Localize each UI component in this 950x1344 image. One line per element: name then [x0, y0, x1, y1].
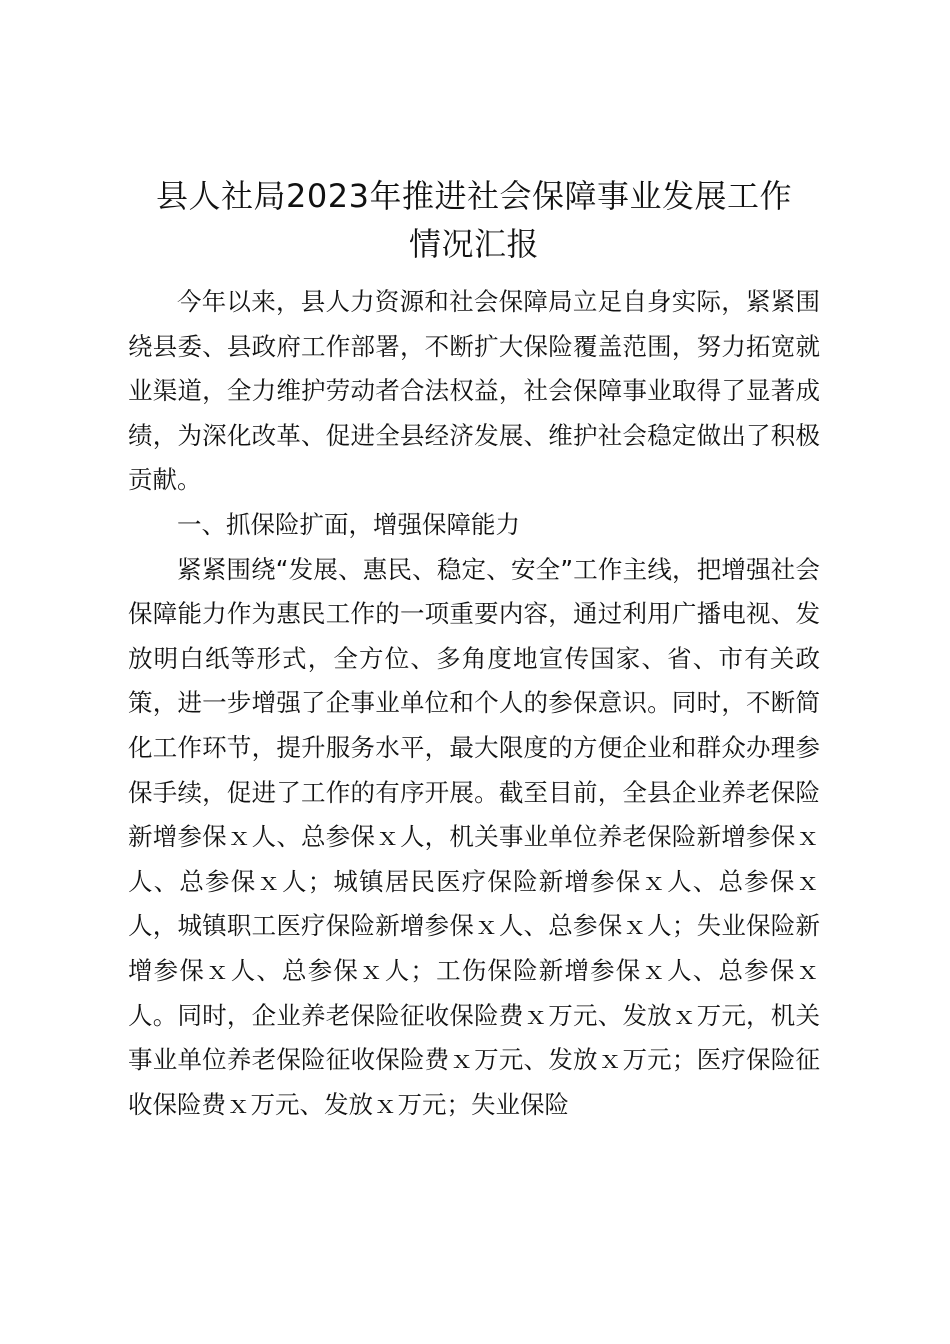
intro-paragraph: 今年以来，县人力资源和社会保障局立足自身实际，紧紧围绕县委、县政府工作部署，不断扩大保险覆盖范围，努力拓宽就业渠道，全力维护劳动者合法权益，社会保障事业取得了显著成绩，为深化改革、促进全县经济发展、维护社会稳定做出了积极贡献。	[128, 287, 820, 495]
title-line-2: 情况汇报	[408, 225, 539, 263]
title-line-1: 县人社局2023年推进社会保障事业发展工作	[156, 177, 792, 215]
document-page	[128, 172, 820, 1127]
section-heading-1: 一、抓保险扩面，增强保障能力	[177, 509, 520, 539]
document-title	[128, 172, 820, 268]
section-1-paragraph: 紧紧围绕“发展、惠民、稳定、安全”工作主线，把增强社会保障能力作为惠民工作的一项重要内容，通过利用广播电视、发放明白纸等形式，全方位、多角度地宣传国家、省、市有关政策，进一步增强了企事业单位和个人的参保意识。同时，不断简化工作环节，提升服务水平，最大限度的方便企业和群众办理参保手续，促进了工作的有序开展。截至目前，全县企业养老保险新增参保ｘ人、总参保ｘ人，机关事业单位养老保险新增参保ｘ人、总参保ｘ人；城镇居民医疗保险新增参保ｘ人、总参保ｘ人，城镇职工医疗保险新增参保ｘ人、总参保ｘ人；失业保险新增参保ｘ人、总参保ｘ人；工伤保险新增参保ｘ人、总参保ｘ人。同时，企业养老保险征收保险费ｘ万元、发放ｘ万元，机关事业单位养老保险征收保险费ｘ万元、发放ｘ万元；医疗保险征收保险费ｘ万元、发放ｘ万元；失业保险	[128, 554, 820, 1119]
